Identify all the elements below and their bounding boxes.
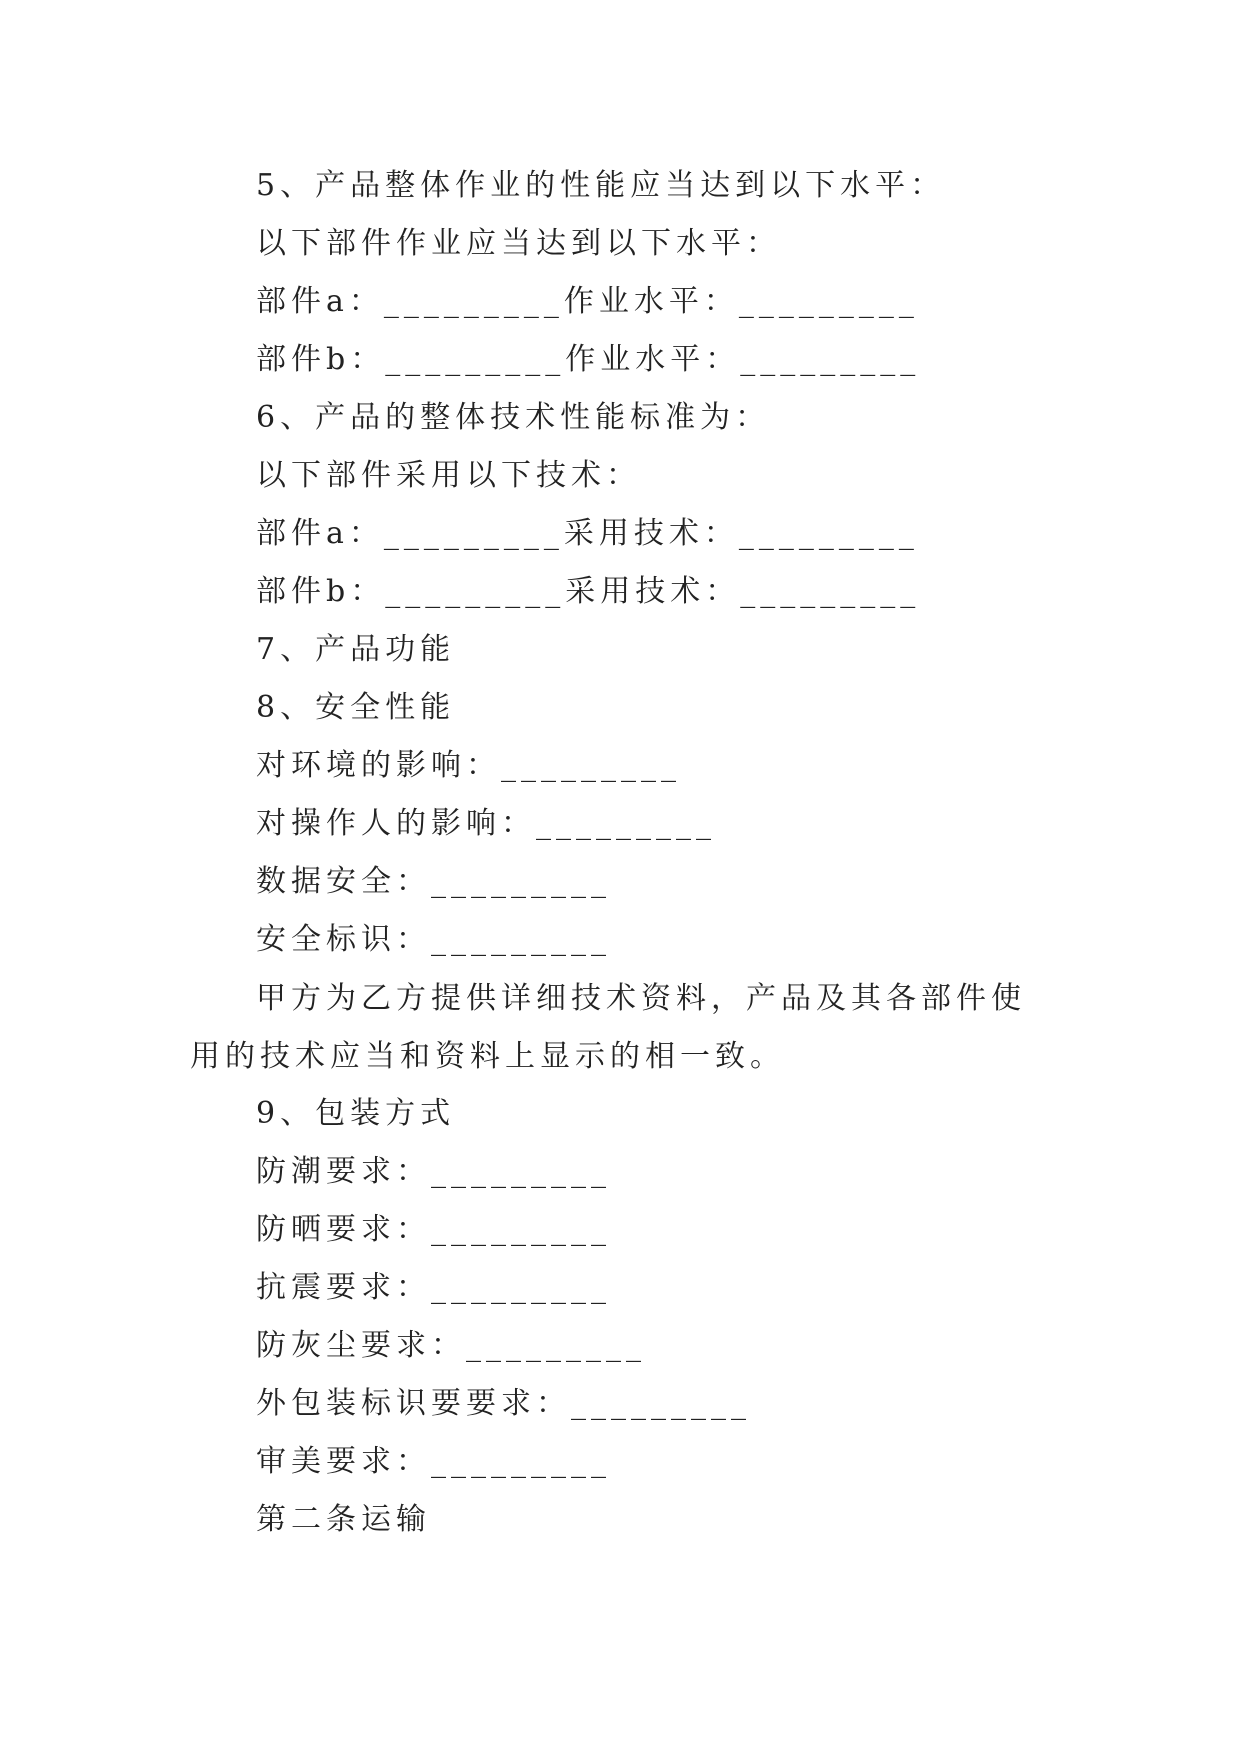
dust-requirement: 防灰尘要求：_________ <box>256 1328 646 1363</box>
part-b-technology: 部件b：_________采用技术：_________ <box>256 574 921 609</box>
aesthetic-requirement: 审美要求：_________ <box>256 1444 611 1479</box>
article-2-heading: 第二条运输 <box>256 1502 431 1537</box>
sun-requirement: 防晒要求：_________ <box>256 1212 611 1247</box>
data-security: 数据安全：_________ <box>256 864 611 899</box>
clause-5-heading: 5、产品整体作业的性能应当达到以下水平： <box>256 168 946 203</box>
safety-marking: 安全标识：_________ <box>256 922 611 957</box>
packaging-label-requirement: 外包装标识要要求：_________ <box>256 1386 751 1421</box>
operator-impact: 对操作人的影响：_________ <box>256 806 716 841</box>
part-b-performance: 部件b：_________作业水平：_________ <box>256 342 921 377</box>
shock-requirement: 抗震要求：_________ <box>256 1270 611 1305</box>
clause-9-heading: 9、包装方式 <box>256 1096 456 1131</box>
moisture-requirement: 防潮要求：_________ <box>256 1154 611 1189</box>
clause-5-subheading: 以下部件作业应当达到以下水平： <box>256 226 781 261</box>
part-a-technology: 部件a：_________采用技术：_________ <box>256 516 919 551</box>
clause-8-heading: 8、安全性能 <box>256 690 456 725</box>
environment-impact: 对环境的影响：_________ <box>256 748 681 783</box>
technical-data-paragraph: 甲方为乙方提供详细技术资料，产品及其各部件使用的技术应当和资料上显示的相一致。 <box>190 981 1026 1074</box>
clause-6-subheading: 以下部件采用以下技术： <box>256 458 641 493</box>
part-a-performance: 部件a：_________作业水平：_________ <box>256 284 919 319</box>
clause-7-heading: 7、产品功能 <box>256 632 456 667</box>
clause-6-heading: 6、产品的整体技术性能标准为： <box>256 400 771 435</box>
